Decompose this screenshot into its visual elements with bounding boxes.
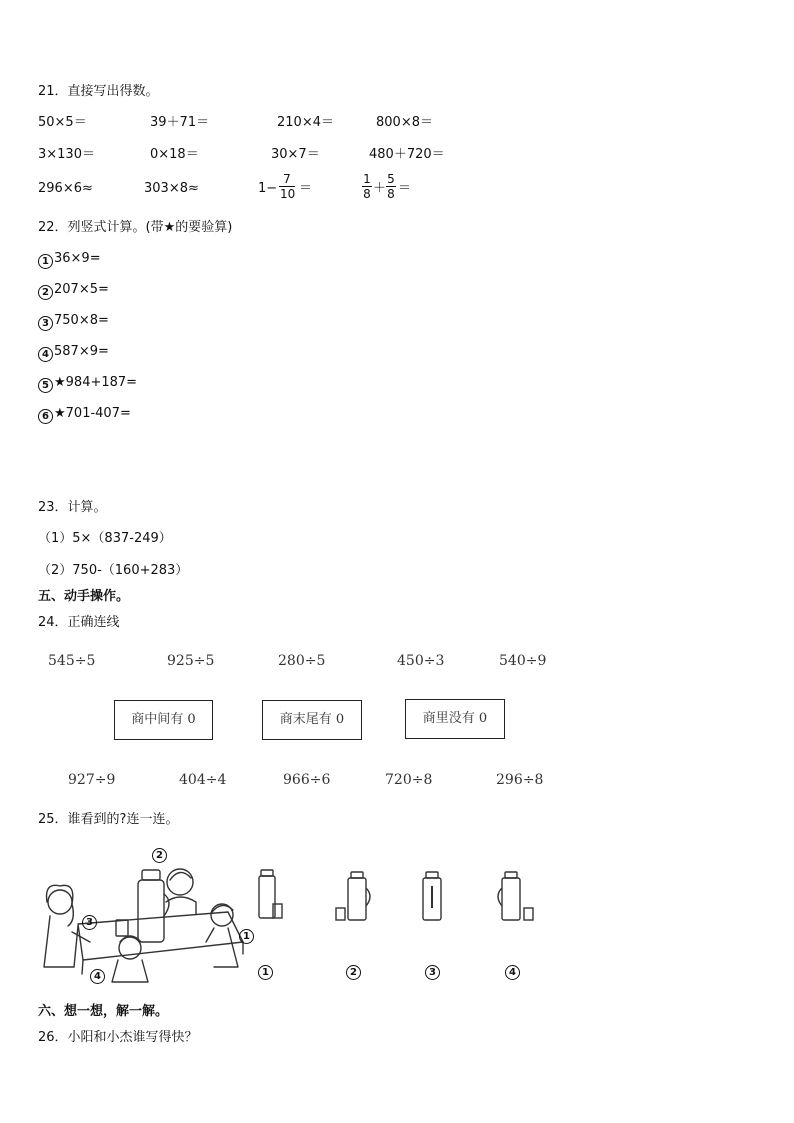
circled-number: 3 — [38, 316, 53, 331]
q21-r1-c: 210×4＝ — [277, 115, 334, 130]
circled-number: 3 — [425, 965, 440, 980]
q22-item-4 — [38, 344, 109, 362]
q24-bottom-3: 966÷6 — [283, 772, 331, 788]
circled-number: 1 — [239, 929, 254, 944]
q22-item-6 — [38, 406, 131, 424]
fraction-numerator: 1 — [363, 172, 371, 186]
q22-expr: ★701-407= — [54, 406, 131, 421]
circled-number: 3 — [82, 915, 97, 930]
fraction-denominator: 10 — [280, 187, 296, 201]
q21-r3-d-fraction2 — [386, 172, 396, 201]
q24-bottom-4: 720÷8 — [385, 772, 433, 788]
q23-item-1: （1）5×（837-249） — [38, 531, 172, 546]
q25-scene-label-3 — [82, 912, 98, 930]
circled-number: 2 — [152, 848, 167, 863]
q26-title: 26．小阳和小杰谁写得快？ — [38, 1030, 198, 1045]
q25-title: 25．谁看到的?连一连。 — [38, 812, 179, 827]
circled-number: 4 — [38, 347, 53, 362]
circled-number: 1 — [258, 965, 273, 980]
q24-bottom-5: 296÷8 — [496, 772, 544, 788]
q21-r3-d-fraction1 — [362, 172, 372, 201]
q24-bottom-2: 404÷4 — [179, 772, 227, 788]
q22-expr: 36×9= — [54, 251, 101, 266]
circled-number: 1 — [38, 254, 53, 269]
q24-top-4: 450÷3 — [397, 653, 445, 669]
q21-r1-a: 50×5＝ — [38, 115, 87, 130]
q22-item-5 — [38, 375, 137, 393]
q23-title: 23．计算。 — [38, 500, 107, 515]
q25-view-label-1 — [258, 962, 274, 980]
q22-item-1 — [38, 251, 101, 269]
q21-r3-c-prefix: 1− — [258, 181, 278, 196]
q24-box-middle-zero: 商中间有 0 — [114, 700, 213, 740]
q24-box-no-zero: 商里没有 0 — [405, 699, 505, 739]
q21-r1-b: 39＋71＝ — [150, 115, 210, 130]
q25-view-1-illustration — [255, 866, 285, 924]
q25-view-3-illustration — [418, 868, 446, 926]
section-6-heading: 六、想一想，解一解。 — [38, 1004, 169, 1019]
fraction-numerator: 7 — [283, 172, 291, 186]
q25-view-label-2 — [346, 962, 362, 980]
circled-number: 5 — [38, 378, 53, 393]
q24-top-5: 540÷9 — [499, 653, 547, 669]
q21-r2-b: 0×18＝ — [150, 147, 199, 162]
q24-top-1: 545÷5 — [48, 653, 96, 669]
q22-expr: 750×8= — [54, 313, 109, 328]
q24-title: 24．正确连线 — [38, 615, 120, 630]
q21-r3-c-suffix: ＝ — [299, 181, 313, 196]
q25-view-2-illustration — [332, 868, 376, 926]
q25-table-scene-illustration — [38, 842, 288, 987]
q21-r2-a: 3×130＝ — [38, 147, 95, 162]
q22-expr: 587×9= — [54, 344, 109, 359]
q21-title: 21．直接写出得数。 — [38, 84, 159, 99]
q25-scene-label-2 — [152, 845, 168, 863]
q21-r3-c-fraction — [279, 172, 295, 201]
q22-expr: ★984+187= — [54, 375, 138, 390]
q22-item-2 — [38, 282, 109, 300]
q21-r2-c: 30×7＝ — [271, 147, 320, 162]
q21-r3-a: 296×6≈ — [38, 181, 93, 196]
fraction-numerator: 5 — [387, 172, 395, 186]
q22-item-3 — [38, 313, 109, 331]
fraction-denominator: 8 — [387, 187, 395, 201]
circled-number: 6 — [38, 409, 53, 424]
q21-r3-b: 303×8≈ — [144, 181, 199, 196]
q21-r3-d-plus: ＋ — [373, 181, 387, 196]
q25-scene-label-4 — [90, 966, 106, 984]
circled-number: 2 — [346, 965, 361, 980]
circled-number: 2 — [38, 285, 53, 300]
q21-r3-d-suffix: ＝ — [398, 181, 412, 196]
fraction-denominator: 8 — [363, 187, 371, 201]
q22-title: 22．列竖式计算。(带★的要验算) — [38, 220, 233, 235]
circled-number: 4 — [90, 969, 105, 984]
q21-r2-d: 480＋720＝ — [369, 147, 445, 162]
q25-scene-label-1 — [239, 926, 255, 944]
q22-expr: 207×5= — [54, 282, 109, 297]
q25-view-label-4 — [505, 962, 521, 980]
q21-r1-d: 800×8＝ — [376, 115, 433, 130]
circled-number: 4 — [505, 965, 520, 980]
q24-top-2: 925÷5 — [167, 653, 215, 669]
q24-bottom-1: 927÷9 — [68, 772, 116, 788]
q25-view-label-3 — [425, 962, 441, 980]
q25-view-4-illustration — [492, 868, 538, 926]
q24-top-3: 280÷5 — [278, 653, 326, 669]
section-5-heading: 五、动手操作。 — [38, 589, 130, 604]
q24-box-end-zero: 商末尾有 0 — [262, 700, 362, 740]
q23-item-2: （2）750-（160+283） — [38, 563, 189, 578]
